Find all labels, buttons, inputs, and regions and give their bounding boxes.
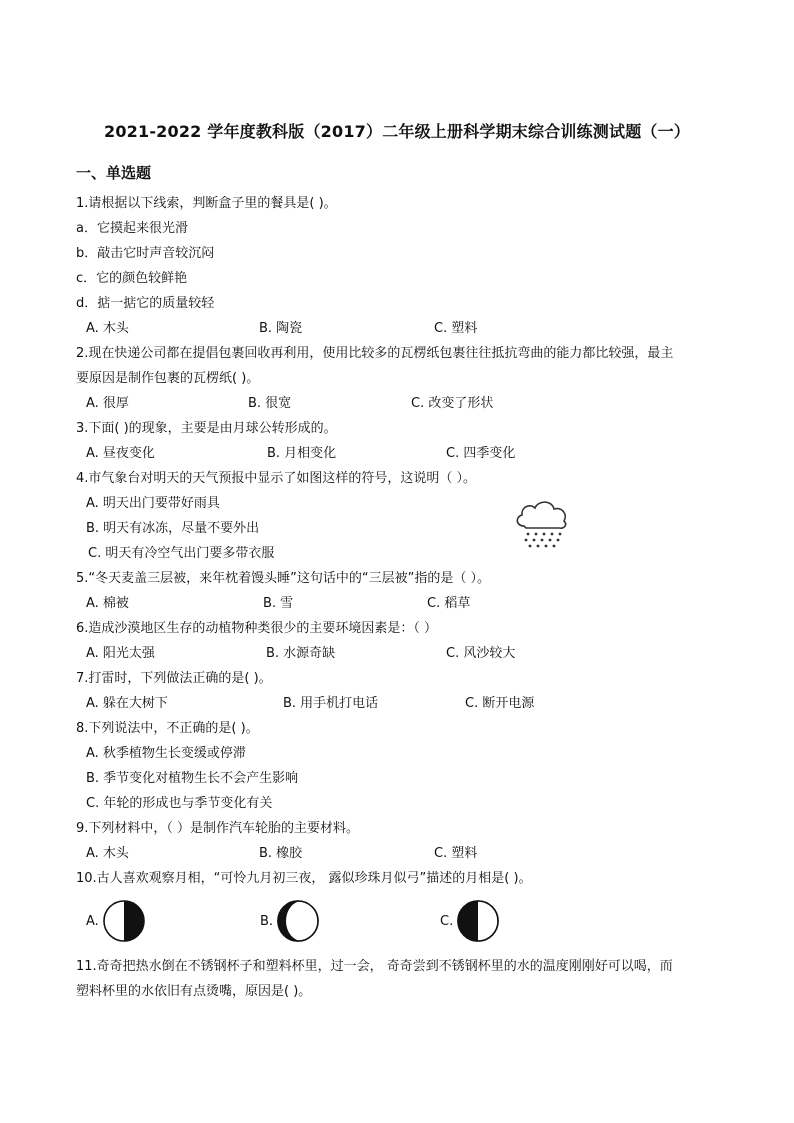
question-stem: 3.下面( )的现象，主要是由月球公转形成的。 (76, 421, 337, 436)
question-stem: 7.打雷时，下列做法正确的是( )。 (76, 671, 272, 686)
option-b[interactable]: B. 很宽 (248, 396, 292, 411)
option-a[interactable]: A. 明天出门要带好雨具 (86, 496, 220, 511)
clue-a: a．它摸起来很光滑 (76, 221, 188, 236)
question-stem: 9.下列材料中，（ ）是制作汽车轮胎的主要材料。 (76, 821, 360, 836)
clue-d: d．掂一掂它的质量较轻 (76, 296, 215, 311)
option-b[interactable]: B. 明天有冰冻，尽量不要外出 (86, 521, 260, 536)
option-a[interactable]: A. 阳光太强 (86, 646, 155, 661)
clue-c: c．它的颜色较鲜艳 (76, 271, 188, 286)
option-a-label: A. (86, 914, 99, 929)
option-b[interactable]: B. 陶瓷 (259, 321, 303, 336)
option-c[interactable]: C. 塑料 (434, 846, 478, 861)
first-quarter-moon-icon (456, 898, 500, 944)
option-c[interactable]: C. 年轮的形成也与季节变化有关 (86, 796, 273, 811)
option-b[interactable]: B. 水源奇缺 (266, 646, 336, 661)
option-c[interactable]: C. 塑料 (434, 321, 478, 336)
option-c[interactable]: C. 改变了形状 (411, 396, 494, 411)
option-a[interactable]: A. 昼夜变化 (86, 446, 155, 461)
option-c[interactable]: C. 断开电源 (465, 696, 535, 711)
option-a[interactable]: A. 很厚 (86, 396, 129, 411)
option-b-label: B. (260, 914, 274, 929)
question-stem: 8.下列说法中，不正确的是( )。 (76, 721, 259, 736)
option-b[interactable]: B. 雪 (263, 596, 294, 611)
clue-b: b．敲击它时声音较沉闷 (76, 246, 215, 261)
question-stem: 1.请根据以下线索，判断盒子里的餐具是( )。 (76, 196, 337, 211)
question-stem: 5.“冬天麦盖三层被，来年枕着馒头睡”这句话中的“三层被”指的是（ ）。 (76, 571, 490, 586)
option-b[interactable]: B. 季节变化对植物生长不会产生影响 (86, 771, 299, 786)
rain-cloud-icon (512, 496, 572, 550)
question-stem: 6.造成沙漠地区生存的动植物种类很少的主要环境因素是：（ ） (76, 621, 438, 636)
option-b[interactable]: B. 橡胶 (259, 846, 303, 861)
question-stem: 2.现在快递公司都在提倡包裹回收再利用，使用比较多的瓦楞纸包裹往往抵抗弯曲的能力都比较强，最主 (76, 346, 674, 361)
option-c[interactable]: C. 稻草 (427, 596, 471, 611)
option-c-label: C. (440, 914, 454, 929)
question-stem: 11.奇奇把热水倒在不锈钢杯子和塑料杯里，过一会， 奇奇尝到不锈钢杯里的水的温度刚刚好可以喝，而 (76, 959, 673, 974)
option-c[interactable]: C. 风沙较大 (446, 646, 516, 661)
option-a[interactable]: A. 棉被 (86, 596, 129, 611)
option-a[interactable]: A. 木头 (86, 321, 129, 336)
option-c[interactable]: C. 四季变化 (446, 446, 516, 461)
option-a[interactable]: A. 躲在大树下 (86, 696, 168, 711)
option-a[interactable]: A. 木头 (86, 846, 129, 861)
option-c[interactable]: C. 明天有冷空气出门要多带衣服 (88, 546, 275, 561)
option-b[interactable]: B. 月相变化 (267, 446, 337, 461)
question-stem-cont: 塑料杯里的水依旧有点烫嘴，原因是( )。 (76, 984, 312, 999)
last-quarter-moon-icon (102, 898, 146, 944)
option-a[interactable]: A. 秋季植物生长变缓或停滞 (86, 746, 246, 761)
waxing-crescent-moon-icon (276, 898, 320, 944)
question-stem-cont: 要原因是制作包裹的瓦楞纸( )。 (76, 371, 260, 386)
question-stem: 10.古人喜欢观察月相，“可怜九月初三夜， 露似珍珠月似弓”描述的月相是( )。 (76, 871, 532, 886)
section-heading: 一、单选题 (76, 164, 152, 182)
option-b[interactable]: B. 用手机打电话 (283, 696, 379, 711)
question-stem: 4.市气象台对明天的天气预报中显示了如图这样的符号，这说明（ ）。 (76, 471, 477, 486)
exam-title: 2021-2022 学年度教科版（2017）二年级上册科学期末综合训练测试题（一） (103, 122, 690, 141)
